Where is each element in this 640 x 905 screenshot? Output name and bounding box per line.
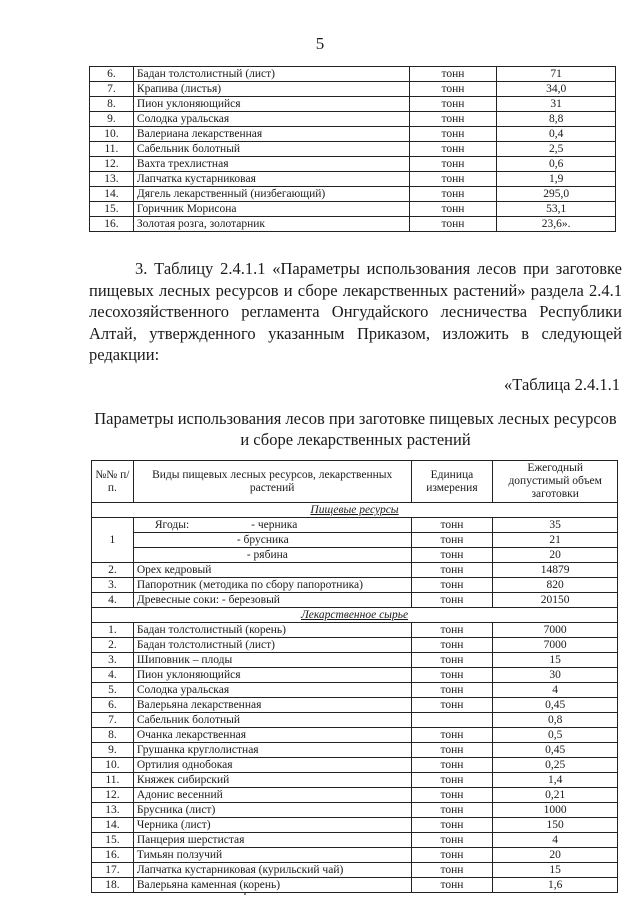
row-number: 1: [92, 518, 134, 563]
unit-cell: тонн: [411, 518, 493, 533]
unit-cell: тонн: [411, 863, 493, 878]
table-row: [92, 548, 618, 563]
unit-cell: тонн: [411, 578, 493, 593]
row-number: 6.: [92, 698, 134, 713]
table-row: [90, 67, 616, 82]
volume-cell: 34,0: [497, 82, 616, 97]
header-unit: Единица измерения: [411, 461, 493, 503]
volume-cell: 1,4: [493, 773, 618, 788]
volume-cell: 0,45: [493, 698, 618, 713]
unit-cell: тонн: [409, 217, 497, 232]
row-number: 11.: [90, 142, 134, 157]
row-number: 5.: [92, 683, 134, 698]
unit-cell: тонн: [409, 187, 497, 202]
row-number: 10.: [90, 127, 134, 142]
table-row: [92, 818, 618, 833]
table-row: [92, 833, 618, 848]
volume-cell: 295,0: [497, 187, 616, 202]
resource-name: Золотая розга, золотарник: [133, 217, 409, 232]
unit-cell: тонн: [409, 202, 497, 217]
volume-cell: 15: [493, 863, 618, 878]
resource-name: Валериана лекарственная: [133, 127, 409, 142]
table-row: [92, 803, 618, 818]
volume-cell: 30: [493, 668, 618, 683]
volume-cell: 0,4: [497, 127, 616, 142]
unit-cell: тонн: [411, 833, 493, 848]
resource-name: Пион уклоняющийся: [133, 97, 409, 112]
table-row: [92, 788, 618, 803]
resource-name: Шиповник – плоды: [133, 653, 411, 668]
resource-name: Очанка лекарственная: [133, 728, 411, 743]
unit-cell: тонн: [411, 698, 493, 713]
unit-cell: тонн: [411, 758, 493, 773]
volume-cell: 0,45: [493, 743, 618, 758]
table-row: [92, 743, 618, 758]
resource-name: Крапива (листья): [133, 82, 409, 97]
row-number: 18.: [92, 878, 134, 893]
volume-cell: 14879: [493, 563, 618, 578]
table-row: [92, 623, 618, 638]
resource-name: Пион уклоняющийся: [133, 668, 411, 683]
row-number: 9.: [92, 743, 134, 758]
table-row: [92, 518, 618, 533]
row-number: 7.: [92, 713, 134, 728]
berries-label: Ягоды:: [154, 519, 190, 531]
row-number: 6.: [90, 67, 134, 82]
volume-cell: 0,25: [493, 758, 618, 773]
volume-cell: 53,1: [497, 202, 616, 217]
unit-cell: тонн: [409, 127, 497, 142]
resource-name: Лапчатка кустарниковая (курильский чай): [133, 863, 411, 878]
header-name: Виды пищевых лесных ресурсов, лекарственных растений: [133, 461, 411, 503]
resource-name: Сабельник болотный: [133, 142, 409, 157]
volume-cell: 0,21: [493, 788, 618, 803]
resource-name: Валерьяна лекарственная: [133, 698, 411, 713]
volume-cell: 20: [493, 848, 618, 863]
volume-cell: 1,6: [493, 878, 618, 893]
volume-cell: 150: [493, 818, 618, 833]
table-row: [90, 82, 616, 97]
unit-cell: тонн: [411, 848, 493, 863]
header-value: Ежегодный допустимый объем заготовки: [493, 461, 618, 503]
resource-name: Брусника (лист): [133, 803, 411, 818]
parameters-table: [91, 460, 618, 893]
resource-name: [133, 518, 411, 533]
header-num: №№ п/п.: [92, 461, 134, 503]
resource-name: Бадан толстолистный (лист): [133, 67, 409, 82]
table-row: [92, 773, 618, 788]
unit-cell: тонн: [411, 653, 493, 668]
resource-name: Горичник Морисона: [133, 202, 409, 217]
unit-cell: тонн: [411, 788, 493, 803]
resource-name: Древесные соки: - березовый: [133, 593, 411, 608]
resource-name: Лапчатка кустарниковая: [133, 172, 409, 187]
row-number: 7.: [90, 82, 134, 97]
row-number: 16.: [90, 217, 134, 232]
table-reference: «Таблица 2.4.1.1: [504, 375, 620, 394]
unit-cell: тонн: [411, 803, 493, 818]
resource-name: Солодка уральская: [133, 683, 411, 698]
table-header-row: [92, 461, 618, 503]
volume-cell: 7000: [493, 638, 618, 653]
volume-cell: 20: [493, 548, 618, 563]
unit-cell: тонн: [411, 743, 493, 758]
unit-cell: тонн: [411, 878, 493, 893]
volume-cell: 31: [497, 97, 616, 112]
table-row: [90, 202, 616, 217]
table-row: [92, 863, 618, 878]
unit-cell: тонн: [411, 623, 493, 638]
table-row: [92, 848, 618, 863]
unit-cell: тонн: [411, 773, 493, 788]
table-row: [92, 698, 618, 713]
unit-cell: тонн: [411, 593, 493, 608]
table-row: [90, 142, 616, 157]
table-title: Параметры использования лесов при заготовке пищевых лесных ресурсов и сборе лекарственных растений: [94, 409, 617, 449]
table-row: [90, 112, 616, 127]
row-number: 15.: [92, 833, 134, 848]
row-number: 16.: [92, 848, 134, 863]
row-number: 4.: [92, 593, 134, 608]
volume-cell: 1,9: [497, 172, 616, 187]
resource-name: Орех кедровый: [133, 563, 411, 578]
resource-name: [133, 533, 411, 548]
resource-name: Ортилия однобокая: [133, 758, 411, 773]
resource-name: Папоротник (методика по сбору папоротника): [133, 578, 411, 593]
volume-cell: 7000: [493, 623, 618, 638]
resource-name: [133, 548, 411, 563]
table-row: [90, 157, 616, 172]
table-row: [92, 638, 618, 653]
section-title: Лекарственное сырье: [92, 608, 618, 623]
table-row: [92, 878, 618, 893]
berry-name: - брусника: [236, 534, 289, 546]
resource-name: Грушанка круглолистная: [133, 743, 411, 758]
unit-cell: тонн: [409, 97, 497, 112]
resource-name: Княжек сибирский: [133, 773, 411, 788]
row-number: 11.: [92, 773, 134, 788]
volume-cell: 15: [493, 653, 618, 668]
volume-cell: 23,6».: [497, 217, 616, 232]
table-row: [92, 578, 618, 593]
row-number: 14.: [92, 818, 134, 833]
amendment-paragraph: [89, 258, 622, 366]
row-number: 14.: [90, 187, 134, 202]
resource-name: Дягель лекарственный (низбегающий): [133, 187, 409, 202]
volume-cell: 0,5: [493, 728, 618, 743]
row-number: 13.: [92, 803, 134, 818]
volume-cell: 4: [493, 833, 618, 848]
section-title: Пищевые ресурсы: [92, 503, 618, 518]
row-number: 3.: [92, 578, 134, 593]
continued-table: [89, 66, 616, 232]
section-food-row: [92, 503, 618, 518]
resource-name: Тимьян ползучий: [133, 848, 411, 863]
resource-name: Бадан толстолистный (корень): [133, 623, 411, 638]
unit-cell: тонн: [409, 112, 497, 127]
table-row: [90, 127, 616, 142]
unit-cell: тонн: [409, 157, 497, 172]
volume-cell: 0,6: [497, 157, 616, 172]
table-row: [92, 563, 618, 578]
resource-name: Адонис весенний: [133, 788, 411, 803]
unit-cell: тонн: [409, 172, 497, 187]
unit-cell: тонн: [409, 142, 497, 157]
table-row: [92, 713, 618, 728]
berry-name: - черника: [251, 519, 298, 531]
volume-cell: 820: [493, 578, 618, 593]
volume-cell: 35: [493, 518, 618, 533]
scan-speck: [244, 893, 246, 895]
row-number: 12.: [90, 157, 134, 172]
volume-cell: 0,8: [493, 713, 618, 728]
table-row: [92, 653, 618, 668]
row-number: 8.: [90, 97, 134, 112]
unit-cell: тонн: [411, 818, 493, 833]
table-row: [90, 172, 616, 187]
table-row: [92, 668, 618, 683]
row-number: 8.: [92, 728, 134, 743]
unit-cell: тонн: [411, 533, 493, 548]
volume-cell: 71: [497, 67, 616, 82]
row-number: 4.: [92, 668, 134, 683]
unit-cell: тонн: [409, 67, 497, 82]
volume-cell: 1000: [493, 803, 618, 818]
row-number: 12.: [92, 788, 134, 803]
volume-cell: 8,8: [497, 112, 616, 127]
table-row: [92, 758, 618, 773]
section-medicinal-row: [92, 608, 618, 623]
unit-cell: [411, 713, 493, 728]
unit-cell: тонн: [411, 668, 493, 683]
unit-cell: тонн: [409, 82, 497, 97]
table-row: [90, 97, 616, 112]
table-row: [92, 593, 618, 608]
table-row: [92, 533, 618, 548]
paragraph-text: 3. Таблицу 2.4.1.1 «Параметры использования лесов при заготовке пищевых лесных ресурсов и сборе лекарственных растений» раздела 2.4.1 лесохозяйственного регламента Онгудайского лесничества Республики Алтай, утвержденного указанным Приказом, изложить в следующей редакции:: [89, 259, 622, 365]
row-number: 15.: [90, 202, 134, 217]
row-number: 2.: [92, 563, 134, 578]
resource-name: Сабельник болотный: [133, 713, 411, 728]
resource-name: Черника (лист): [133, 818, 411, 833]
row-number: 13.: [90, 172, 134, 187]
row-number: 9.: [90, 112, 134, 127]
volume-cell: 2,5: [497, 142, 616, 157]
volume-cell: 4: [493, 683, 618, 698]
resource-name: Панцерия шерстистая: [133, 833, 411, 848]
resource-name: Валерьяна каменная (корень): [133, 878, 411, 893]
resource-name: Солодка уральская: [133, 112, 409, 127]
volume-cell: 20150: [493, 593, 618, 608]
resource-name: Вахта трехлистная: [133, 157, 409, 172]
table-row: [90, 217, 616, 232]
unit-cell: тонн: [411, 548, 493, 563]
unit-cell: тонн: [411, 638, 493, 653]
row-number: 3.: [92, 653, 134, 668]
table-row: [92, 728, 618, 743]
unit-cell: тонн: [411, 563, 493, 578]
row-number: 17.: [92, 863, 134, 878]
berry-name: - рябина: [246, 549, 288, 561]
volume-cell: 21: [493, 533, 618, 548]
resource-name: Бадан толстолистный (лист): [133, 638, 411, 653]
unit-cell: тонн: [411, 683, 493, 698]
table-row: [92, 683, 618, 698]
row-number: 10.: [92, 758, 134, 773]
row-number: 1.: [92, 623, 134, 638]
page-number: 5: [315, 34, 325, 53]
row-number: 2.: [92, 638, 134, 653]
unit-cell: тонн: [411, 728, 493, 743]
table-row: [90, 187, 616, 202]
